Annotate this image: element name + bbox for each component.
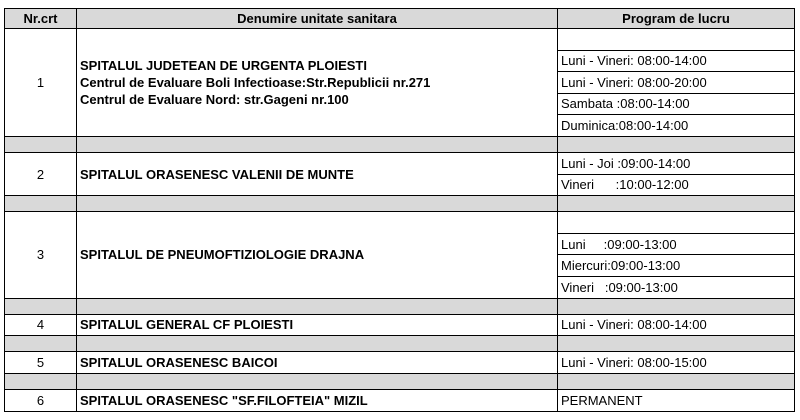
schedule-cell: Luni - Vineri: 08:00-20:00 xyxy=(558,72,795,94)
separator-cell xyxy=(558,136,795,152)
table-row xyxy=(5,390,795,412)
unit-name xyxy=(77,352,558,374)
schedule-cell: Vineri :10:00-12:00 xyxy=(558,174,795,196)
table-row xyxy=(5,212,795,234)
unit-name-line: SPITALUL GENERAL CF PLOIESTI xyxy=(80,317,294,333)
schedule-cell: Duminica:08:00-14:00 xyxy=(558,115,795,137)
schedule-cell: PERMANENT xyxy=(558,390,795,412)
schedule-cell: Luni - Vineri: 08:00-14:00 xyxy=(558,50,795,72)
schedule-cell: Miercuri:09:00-13:00 xyxy=(558,255,795,277)
unit-name xyxy=(77,152,558,195)
separator-cell xyxy=(77,336,558,352)
unit-name-line: SPITALUL JUDETEAN DE URGENTA PLOIESTI xyxy=(80,57,367,73)
separator-cell xyxy=(77,196,558,212)
unit-name xyxy=(77,314,558,336)
hospital-schedule-table xyxy=(4,8,795,412)
header-program: Program de lucru xyxy=(558,9,795,29)
separator-cell xyxy=(558,374,795,390)
unit-number: 1 xyxy=(5,29,77,137)
schedule-cell: Sambata :08:00-14:00 xyxy=(558,93,795,115)
separator-cell xyxy=(5,196,77,212)
unit-number: 2 xyxy=(5,152,77,195)
schedule-cell: Vineri :09:00-13:00 xyxy=(558,276,795,298)
separator-cell xyxy=(77,298,558,314)
table-row xyxy=(5,152,795,174)
separator-cell xyxy=(77,136,558,152)
schedule-cell: Luni - Vineri: 08:00-15:00 xyxy=(558,352,795,374)
unit-name xyxy=(77,29,558,137)
separator-cell xyxy=(558,196,795,212)
separator-cell xyxy=(5,298,77,314)
unit-name-line: SPITALUL DE PNEUMOFTIZIOLOGIE DRAJNA xyxy=(80,247,365,263)
separator-row xyxy=(5,136,795,152)
table-row xyxy=(5,29,795,51)
separator-cell xyxy=(77,374,558,390)
unit-number: 5 xyxy=(5,352,77,374)
unit-name-line: SPITALUL ORASENESC BAICOI xyxy=(80,355,278,371)
schedule-cell: Luni - Joi :09:00-14:00 xyxy=(558,152,795,174)
unit-name xyxy=(77,212,558,298)
separator-cell xyxy=(558,336,795,352)
unit-name-line: Centrul de Evaluare Nord: str.Gageni nr.100 xyxy=(80,91,349,107)
table-row xyxy=(5,314,795,336)
table-row xyxy=(5,352,795,374)
unit-name-line: SPITALUL ORASENESC VALENII DE MUNTE xyxy=(80,166,354,182)
separator-cell xyxy=(5,136,77,152)
schedule-cell: Luni :09:00-13:00 xyxy=(558,233,795,255)
separator-cell xyxy=(558,298,795,314)
schedule-cell: Luni - Vineri: 08:00-14:00 xyxy=(558,314,795,336)
unit-number: 3 xyxy=(5,212,77,298)
separator-cell xyxy=(5,374,77,390)
unit-number: 6 xyxy=(5,390,77,412)
separator-row xyxy=(5,196,795,212)
separator-row xyxy=(5,298,795,314)
separator-cell xyxy=(5,336,77,352)
unit-name-line: SPITALUL ORASENESC "SF.FILOFTEIA" MIZIL xyxy=(80,393,368,409)
header-name: Denumire unitate sanitara xyxy=(77,9,558,29)
header-nr: Nr.crt xyxy=(5,9,77,29)
unit-name-line: Centrul de Evaluare Boli Infectioase:Str.Republicii nr.271 xyxy=(80,74,431,90)
unit-number: 4 xyxy=(5,314,77,336)
unit-name xyxy=(77,390,558,412)
header-row xyxy=(5,9,795,29)
separator-row xyxy=(5,374,795,390)
schedule-cell xyxy=(558,212,795,234)
schedule-cell xyxy=(558,29,795,51)
separator-row xyxy=(5,336,795,352)
